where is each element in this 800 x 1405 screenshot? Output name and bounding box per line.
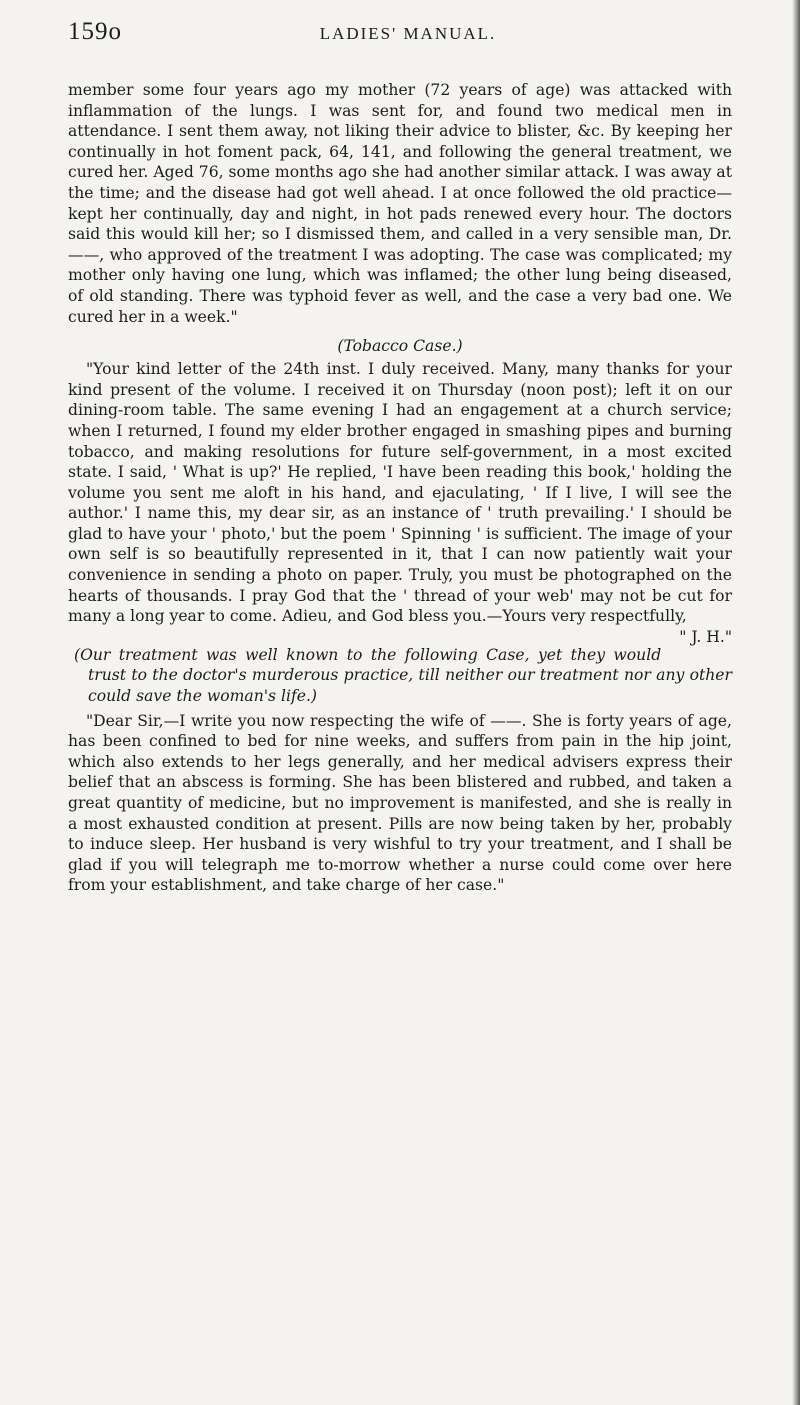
paragraph-tobacco-letter [68,359,732,646]
body-text [68,80,732,896]
signature: " J. H." [679,627,732,646]
page-number: 159o [68,18,122,45]
paragraph-dear-sir-letter: "Dear Sir,—I write you now respecting the wife of ——. She is forty years of age, has been confined to bed for nine weeks, and suffers from pain in the hip joint, which also extends to her legs generally, and her medical advisers express their belief that an abscess is forming. She has been blistered and rubbed, and taken a great quantity of medicine, but no improvement is manifested, and she is really in a most exhausted condition at present. Pills are now being taken by her, probably to induce sleep. Her husband is very wishful to try your treatment, and I shall be glad if you will telegraph me to-morrow whether a nurse could come over here from your establishment, and take charge of her case." [68,711,732,895]
running-title: LADIES' MANUAL. [319,24,497,43]
paragraph-mother-case: member some four years ago my mother (72 years of age) was attacked with inflammation of the lungs. I was sent for, and found two medical men in attendance. I sent them away, not liking their advice to blister, &c. By keeping her continually in hot foment pack, 64, 141, and following the general treatment, we cured her. Aged 76, some months ago she had another similar attack. I was away at the time; and the disease had got well ahead. I at once followed the old practice—kept her continually, day and night, in hot pads renewed every hour. The doctors said this would kill her; so I dismissed them, and called in a very sensible man, Dr. ——, who approved of the treatment I was adopting. The case was complicated; my mother only having one lung, which was inflamed; the other lung being diseased, of old standing. There was typhoid fever as well, and the case a very bad one. We cured her in a week." [68,81,732,326]
section-heading-tobacco-case: (Tobacco Case.) [337,337,463,356]
page-edge-shadow [792,0,800,1405]
page-header [68,18,748,48]
editorial-note: (Our treatment was well known to the following Case, yet they would trust to the doctor's murderous practice, till neither our treatment nor any other could save the woman's life.) [74,645,732,706]
tobacco-letter-text: "Your kind letter of the 24th inst. I duly received. Many, many thanks for your kind present of the volume. I received it on Thursday (noon post); left it on our dining-room table. The same evening I had an engagement at a church service; when I returned, I found my elder brother engaged in smashing pipes and burning tobacco, and making resolutions for future self-government, in a most excited state. I said, ' What is up?' He replied, 'I have been reading this book,' holding the volume you sent me aloft in his hand, and ejaculating, ' If I live, I will see the author.' I name this, my dear sir, as an instance of ' truth prevailing.' I should be glad to have your ' photo,' but the poem ' Spinning ' is sufficient. The image of your own self is so beautifully represented in it, that I can now patiently wait your convenience in sending a photo on paper. Truly, you must be photographed on the hearts of thousands. I pray God that the ' thread of your web' may not be cut for many a long year to come. Adieu, and God bless you.—Yours very respectfully, [68,360,732,626]
